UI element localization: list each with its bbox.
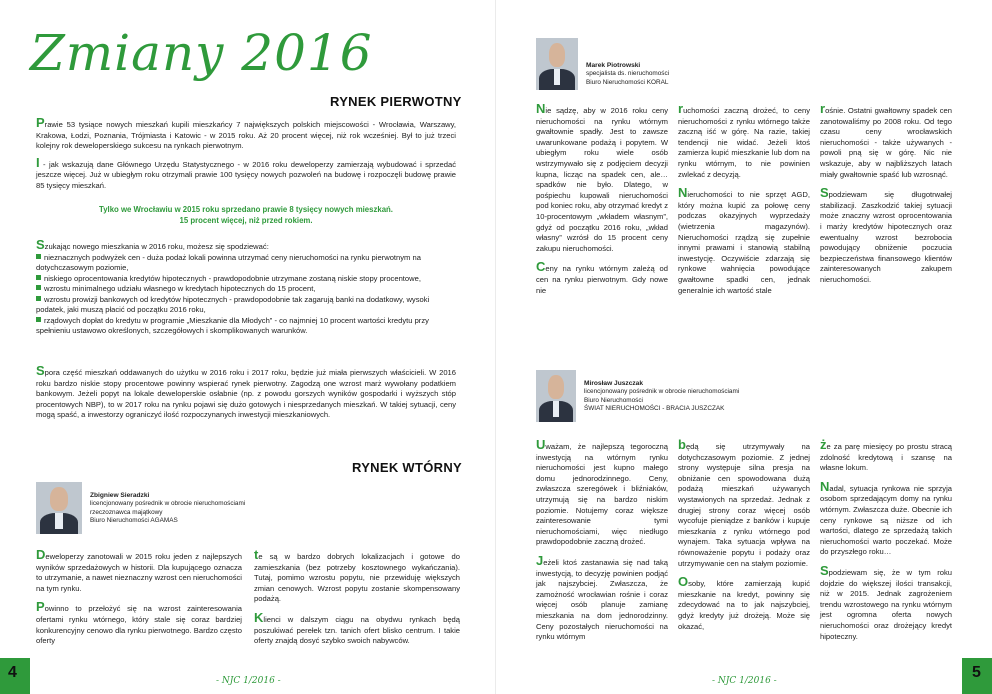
expert-caption bbox=[586, 62, 806, 87]
drop-cap: C bbox=[536, 259, 546, 275]
drop-cap: K bbox=[254, 609, 264, 625]
expert-caption bbox=[584, 380, 844, 413]
drop-cap: P bbox=[36, 115, 45, 130]
page-number: 5 bbox=[972, 664, 981, 681]
paragraph: Klienci w dalszym ciągu na obydwu rynkach będą poszukiwać perełek tzn. tanich ofert blisko centrum. I takie oferty znajdą dosyć szybko swoich nabywców. bbox=[254, 609, 460, 646]
expert-name: Mirosław Juszczak bbox=[584, 380, 644, 387]
list-item: niskiego oprocentowania kredytów hipotecznych - prawdopodobnie utrzymane zostaną niskie stopy procentowe, bbox=[36, 274, 456, 285]
paragraph: Ceny na rynku wtórnym zależą od cen na rynku pierwotnym. Gdy nowe nie bbox=[536, 259, 668, 295]
drop-cap: N bbox=[820, 478, 830, 494]
section-heading-secondary: RYNEK WTÓRNY bbox=[352, 460, 463, 475]
drop-cap: S bbox=[36, 363, 45, 378]
expect-list bbox=[36, 253, 456, 337]
drop-cap: N bbox=[678, 185, 688, 201]
highlight-line: Tylko we Wrocławiu w 2015 roku sprzedano prawie 8 tysięcy nowych mieszkań. bbox=[99, 205, 393, 214]
expert2-column-2 bbox=[678, 437, 810, 640]
bullet-square-icon bbox=[36, 254, 41, 259]
page-number-box bbox=[962, 658, 992, 694]
intro-text bbox=[36, 115, 456, 197]
intro-paragraph: I - jak wskazują dane Głównego Urzędu Statystycznego - w 2016 roku deweloperzy zamierzają wybudować i sprzedać jeszcze więcej. Już w ubiegłym roku otrzymali prawie 100 tysięcy nowych pozwoleń na budowę i rozpoczęli budowę prawie 85 tysięcy mieszkań. bbox=[36, 154, 456, 190]
expert1-column-3 bbox=[820, 101, 952, 294]
list-item: rządowych dopłat do kredytu w programie „Mieszkanie dla Młodych” - co najmniej 10 procent wartości kredytu przy spełnieniu ustawowo określonych, szczegółowych i skomplikowanych warunków. bbox=[36, 315, 429, 335]
highlight-line: 15 procent więcej, niż przed rokiem. bbox=[179, 216, 313, 225]
secondary-column-1 bbox=[36, 547, 242, 655]
expert-role: licencjonowany pośrednik w obrocie nieruchomościami bbox=[90, 500, 246, 508]
expert-company: ŚWIAT NIERUCHOMOŚCI - BRACIA JUSZCZAK bbox=[584, 404, 725, 412]
drop-cap: r bbox=[678, 101, 684, 116]
drop-cap: S bbox=[820, 185, 829, 201]
expert-role: Biuro Nieruchomości bbox=[584, 396, 643, 404]
highlight-box bbox=[36, 204, 456, 226]
expert-photo bbox=[536, 370, 576, 422]
paragraph: rośnie. Ostatni gwałtowny spadek cen zanotowaliśmy po 2008 roku. Od tego czasu ceny wrocławskich nieruchomości - także używanych - powoli pną się w górę. Nic nie wskazuje, aby w najbliższych latach miały gwałtownie spaść lub wzrosnąć. bbox=[820, 101, 952, 179]
expert-caption bbox=[90, 492, 320, 525]
drop-cap: N bbox=[536, 101, 546, 116]
expert-name: Marek Piotrowski bbox=[586, 62, 641, 69]
paragraph: Jeżeli ktoś zastanawia się nad taką inwestycją, to decyzję powinien podjąć jak najszybciej. Zwłaszcza, że zamożność wrocławian rośnie i coraz więcej osób planuje zamianę mieszkania na dom jednorodzinny. Ceny pozostałych nieruchomości na rynku wtórnym bbox=[536, 552, 668, 642]
drop-cap: S bbox=[36, 237, 45, 252]
expert-company: Biuro Nieruchomości KORAL bbox=[586, 78, 669, 86]
drop-cap: ż bbox=[820, 437, 827, 452]
paragraph: że za parę miesięcy po prostu stracą zdolność kredytową i szansę na własne lokum. bbox=[820, 437, 952, 473]
section-heading-primary: RYNEK PIERWOTNY bbox=[330, 94, 462, 109]
expert-role: specjalista ds. nieruchomości bbox=[586, 70, 670, 78]
expert2-column-1 bbox=[536, 437, 668, 651]
drop-cap: D bbox=[36, 547, 46, 562]
expert-photo bbox=[536, 38, 578, 90]
expectations-block bbox=[36, 237, 456, 337]
paragraph: Spodziewam się, że w tym roku dojdzie do większej ilości transakcji, niż w 2015. Jednak zagrożeniem trendu wzrostowego na rynku wtórnym jest ogromna oferta nowych nieruchomości oraz drożejący kredyt hipoteczny. bbox=[820, 562, 952, 641]
expert-company: Biuro Nieruchomości AGAMAS bbox=[90, 516, 178, 524]
intro-paragraph: Prawie 53 tysiące nowych mieszkań kupili mieszkańcy 7 największych polskich miejscowości - Wrocławia, Warszawy, Krakowa, Łodzi, Poznania, Trójmiasta i Katowic - w 2015 roku. Aż 20 procent więcej, niż rok wcześniej. Był to już trzeci kolejny rok deweloperskiego sukcesu na rynkach pierwotnym. bbox=[36, 115, 456, 150]
expert1-column-2 bbox=[678, 101, 810, 304]
footer: - NJC 1/2016 - bbox=[712, 676, 777, 686]
footer: - NJC 1/2016 - bbox=[216, 676, 281, 686]
paragraph: Powinno to przełożyć się na wzrost zainteresowania ofertami rynku wtórnego, który stale się coraz bardziej konkurencyjny cenowo dla rynku pierwotnego. Bardzo często oferty bbox=[36, 599, 242, 646]
paragraph: będą się utrzymywały na dotychczasowym poziomie. Z jednej strony występuje silna presja na obniżanie cen spowodowana dużą podażą mieszkań używanych wystawionych na sprzedaż. Jednak z drugiej strony coraz więcej osób wycofuje pieniądze z banków i kupuje mieszkania z rynku wtórnego pod wynajem. Taka sytuacja wpływa na równoważenie popytu i podaży oraz utrzymywanie cen na stałym poziomie. bbox=[678, 437, 810, 568]
paragraph: Spodziewam się długotrwałej stabilizacji. Zaszkodzić takiej sytuacji może znaczny wzrost oprocentowania i marży kredytów hipotecznych oraz ewentualny wzrost bezrobocia powodujący obniżenie poczucia bezpieczeństwa finansowego klientów zainteresowanych zakupem nieruchomości. bbox=[820, 185, 952, 284]
paragraph: Nieruchomości to nie sprzęt AGD, który można kupić za połowę ceny podczas okazyjnych wyprzedaży (wietrzenia magazynów). Nieruchomości rządzą się zupełnie innymi prawami i stanowią stabilną inwestycję. Oczywiście zdarzają się rynkowe wahnięcia powodujące gwałtowne spadki cen, jednak generalnie ich wartość stale bbox=[678, 185, 810, 295]
expert-role: rzeczoznawca majątkowy bbox=[90, 508, 163, 516]
bullet-square-icon bbox=[36, 296, 41, 301]
drop-cap: P bbox=[36, 599, 45, 615]
paragraph: Nie sądzę, aby w 2016 roku ceny nieruchomości na rynku wtórnym gwałtownie spadły. Jest to zawsze uwarunkowane podażą i popytem. W ubiegłym roku wiele osób wstrzymywało się z podjęciem decyzji kupna, licząc na spadek cen, ale… spadków nie było. Dlatego, w pośpiechu kupowali nieruchomości pod koniec roku, aby otrzymać kredyt z 10-procentowym „wkładem własnym”, gdyż od początku 2016 roku, „wkład własny” wzrósł do 15 procent ceny zakupu nieruchomości. bbox=[536, 101, 668, 253]
drop-cap: S bbox=[820, 562, 829, 578]
drop-cap: b bbox=[678, 437, 686, 452]
drop-cap: I bbox=[36, 154, 40, 170]
bullet-square-icon bbox=[36, 317, 41, 322]
expert-photo bbox=[36, 482, 82, 534]
expert1-column-1 bbox=[536, 101, 668, 304]
drop-cap: O bbox=[678, 574, 689, 590]
drop-cap: t bbox=[254, 547, 259, 562]
bullet-square-icon bbox=[36, 285, 41, 290]
right-page bbox=[496, 0, 992, 694]
drop-cap: U bbox=[536, 437, 546, 452]
page-title: Zmiany 2016 bbox=[30, 24, 373, 82]
secondary-column-2 bbox=[254, 547, 460, 655]
page-number-box bbox=[0, 658, 30, 694]
expert-role: licencjonowany pośrednik w obrocie nieruchomościami bbox=[584, 388, 740, 396]
paragraph: Deweloperzy zanotowali w 2015 roku jeden z najlepszych wyników sprzedażowych w historii. Dla kupującego oznacza to utrzymanie, a nawet nieznaczny wzrost cen nieruchomości na tym rynku. bbox=[36, 547, 242, 593]
bullet-square-icon bbox=[36, 275, 41, 280]
paragraph: Osoby, które zamierzają kupić mieszkanie na kredyt, powinny się zdecydować na to jak najszybciej, gdyż kredyty już drożeją. Może się okazać, bbox=[678, 574, 810, 631]
paragraph: Nadal, sytuacja rynkowa nie sprzyja osobom sprzedającym domy na rynku wtórnym. Zwłaszcza duże. Obecnie ich ceny rynkowe są niższe od ich wartości, dlatego ze sprzedażą takich nieruchomości warto poczekać. Może do przyszłego roku… bbox=[820, 478, 952, 557]
expect-lead: Szukając nowego mieszkania w 2016 roku, możesz się spodziewać: bbox=[36, 237, 269, 252]
list-item: nieznacznych podwyżek cen - duża podaż lokali powinna utrzymać ceny nieruchomości na rynku pierwotnym na dotychczasowym poziomie, bbox=[36, 252, 421, 272]
list-item: wzrostu minimalnego udziału własnego w kredytach hipotecznych do 15 procent, bbox=[36, 284, 456, 295]
closing-paragraph: Spora część mieszkań oddawanych do użytku w 2016 roku i 2017 roku, będzie już miała pierwszych właścicieli. W 2016 roku bardzo niskie stopy procentowe powinny wspierać rynek pierwotny. Zagodzą one wzrost marż wywołany podatkiem bankowym. Jeżeli popyt na lokale deweloperskie osłabnie (np. z powodu gorszych wyników gospodarki i wyższych stóp procentowych NBP), to w 2017 roku na rynku pojawi się dużo gotowych i niesprzedanych mieszkań. W takiej sytuacji, ceny mogą spaść, a inwestorzy ograniczyć ilość rozpoczynanych inwestycji mieszkaniowych. bbox=[36, 363, 456, 419]
expert-name: Zbigniew Sieradzki bbox=[90, 492, 150, 499]
drop-cap: r bbox=[820, 101, 826, 116]
drop-cap: J bbox=[536, 552, 544, 568]
page-number: 4 bbox=[8, 664, 17, 681]
paragraph: te są w bardzo dobrych lokalizacjach i gotowe do zamieszkania (bez potrzeby kosztownego wykańczania). Tutaj, pomimo wzrostu popytu, nie przewiduję większych zmian cenowych. Wzrost popytu zostanie skompensowany podażą. bbox=[254, 547, 460, 604]
paragraph: ruchomości zaczną drożeć, to ceny nieruchomości z rynku wtórnego także zaczną iść w górę. Na razie, takiej tendencji nie widać. Jeżeli ktoś zamierza kupić mieszkanie lub dom na rynku wtórnym, to nie powinien zwlekać z decyzją. bbox=[678, 101, 810, 179]
paragraph: Uważam, że najlepszą tegoroczną inwestycją na wtórnym rynku nieruchomości jest kupno małego domu jednorodzinnego. Ceny, zwłaszcza szeregówek i bliźniaków, utrzymują się na bardzo niskim poziomie. Notujemy coraz większe zainteresowanie tymi nieruchomościami, więc niedługo prawdopodobnie zaczną drożeć. bbox=[536, 437, 668, 547]
list-item: wzrostu prowizji bankowych od kredytów hipotecznych - prawdopodobnie tak zagarują banki na dodatkowy, wysoki podatek, jaki muszą płacić od początku 2016 roku, bbox=[36, 294, 430, 314]
expert2-column-3 bbox=[820, 437, 952, 650]
